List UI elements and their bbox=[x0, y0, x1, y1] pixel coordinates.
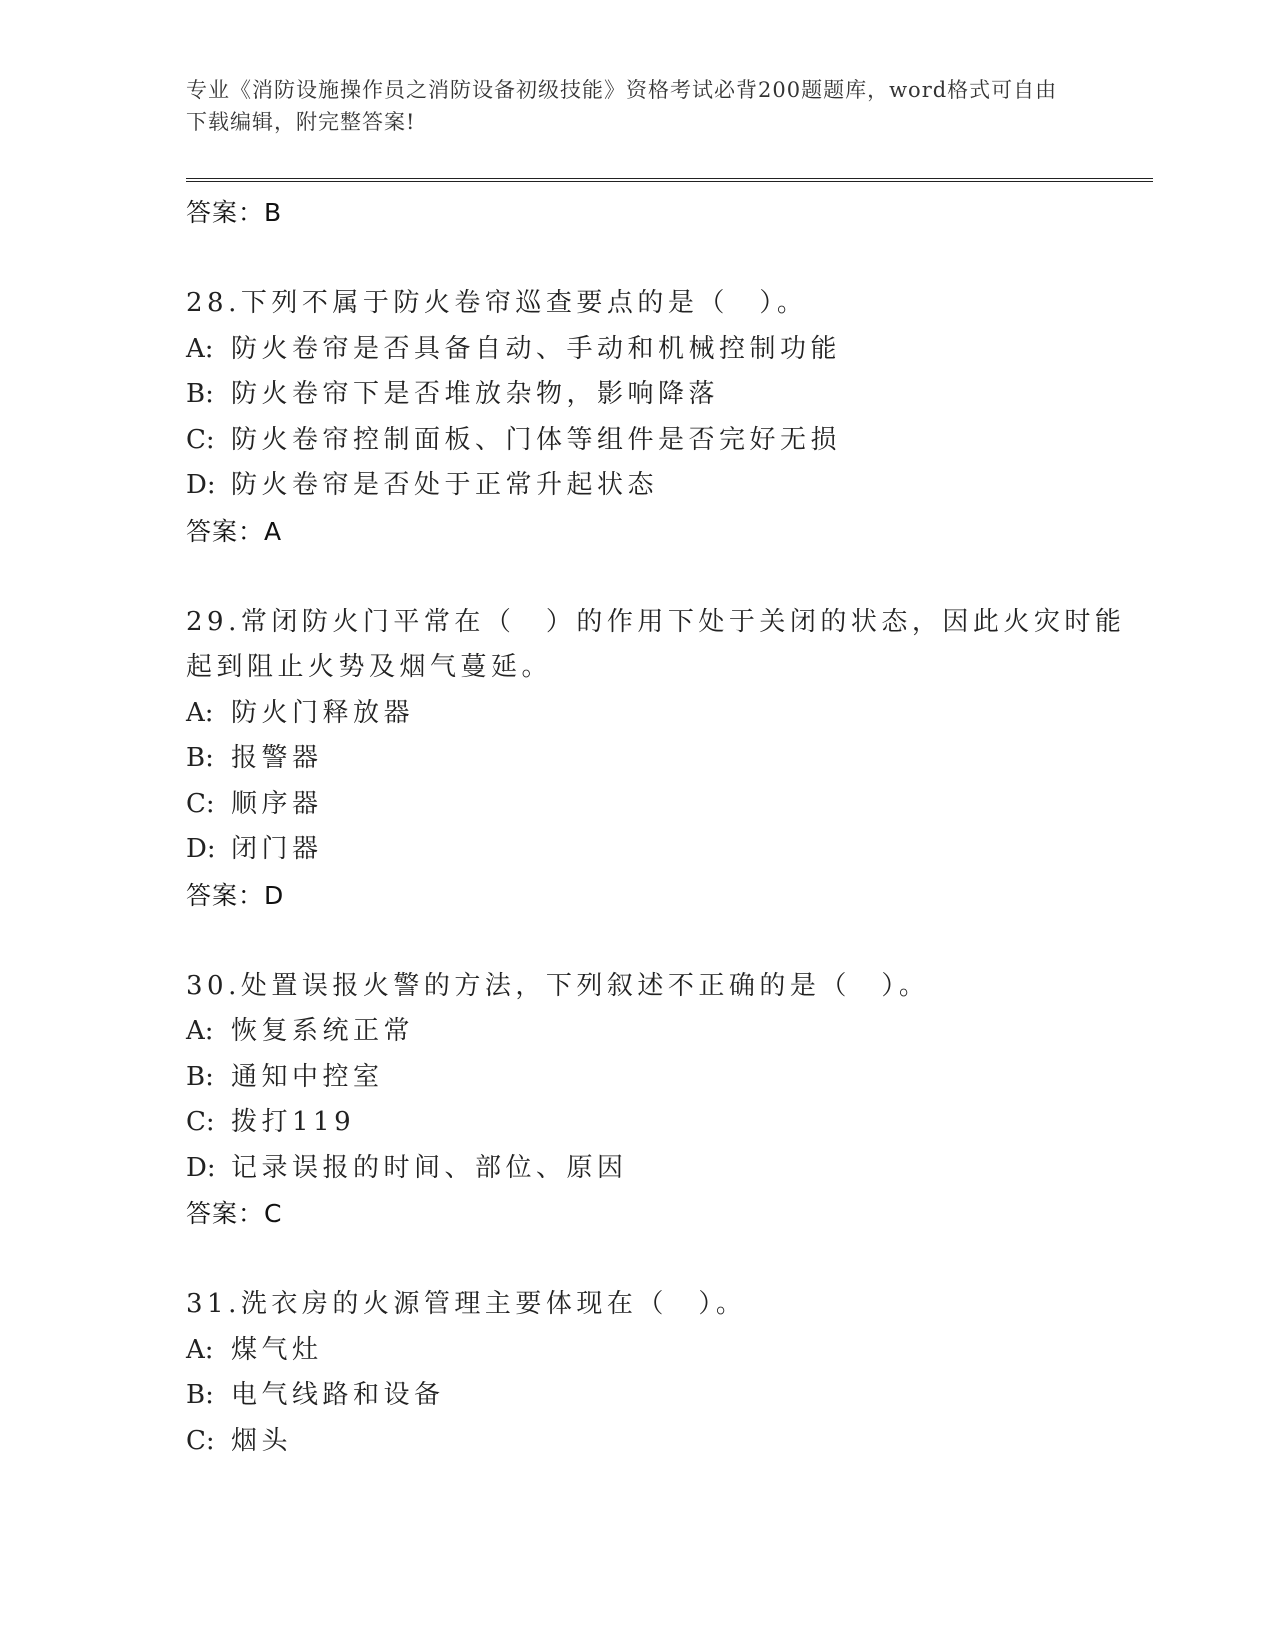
option-text: 烟头 bbox=[231, 1425, 293, 1456]
option-text: 通知中控室 bbox=[231, 1061, 384, 1092]
option-b bbox=[186, 1373, 1153, 1419]
option-letter: C: bbox=[186, 788, 215, 819]
option-text: 防火卷帘是否处于正常升起状态 bbox=[231, 470, 659, 500]
option-letter: C: bbox=[186, 1107, 215, 1137]
option-letter: A: bbox=[186, 333, 214, 364]
option-c bbox=[186, 1419, 1153, 1465]
option-letter: A: bbox=[186, 1016, 214, 1046]
option-text: 恢复系统正常 bbox=[231, 1016, 415, 1046]
option-text: 报警器 bbox=[231, 743, 323, 773]
option-a bbox=[186, 1009, 1153, 1055]
option-letter: B: bbox=[186, 379, 214, 409]
answer-line: 答案：B bbox=[186, 198, 283, 227]
option-d bbox=[186, 463, 1153, 509]
option-b bbox=[186, 736, 1153, 782]
option-letter: C: bbox=[186, 1425, 215, 1456]
option-text: 防火卷帘下是否堆放杂物，影响降落 bbox=[231, 379, 720, 409]
option-text: 电气线路和设备 bbox=[231, 1380, 445, 1410]
option-text: 煤气灶 bbox=[231, 1334, 323, 1365]
option-text: 顺序器 bbox=[231, 788, 323, 819]
question-stem: 30.处置误报火警的方法，下列叙述不正确的是（ ）。 bbox=[186, 970, 930, 1001]
question-block bbox=[186, 600, 1153, 964]
option-text: 闭门器 bbox=[231, 834, 323, 864]
question-block bbox=[186, 1282, 1153, 1464]
document-header: 专业《消防设施操作员之消防设备初级技能》资格考试必背200题题库，word格式可自由下载编辑，附完整答案! bbox=[186, 78, 1058, 134]
option-letter: B: bbox=[186, 1380, 214, 1410]
option-letter: D: bbox=[186, 1152, 216, 1183]
answer-line: 答案：A bbox=[186, 516, 283, 546]
option-b bbox=[186, 1055, 1153, 1101]
option-letter: B: bbox=[186, 743, 214, 773]
option-text: 防火卷帘控制面板、门体等组件是否完好无损 bbox=[231, 424, 842, 455]
option-letter: C: bbox=[186, 424, 215, 455]
option-letter: A: bbox=[186, 1334, 214, 1365]
option-a bbox=[186, 1328, 1153, 1374]
option-letter: B: bbox=[186, 1061, 214, 1092]
option-b bbox=[186, 372, 1153, 418]
option-c bbox=[186, 782, 1153, 828]
header-divider bbox=[186, 178, 1153, 182]
option-d bbox=[186, 1146, 1153, 1192]
answer-line: 答案：D bbox=[186, 880, 285, 910]
question-stem: 29.常闭防火门平常在（ ）的作用下处于关闭的状态，因此火灾时能起到阻止火势及烟气蔓延。 bbox=[186, 606, 1126, 682]
option-letter: A: bbox=[186, 697, 214, 728]
option-text: 拨打119 bbox=[231, 1107, 356, 1137]
option-a bbox=[186, 327, 1153, 373]
option-d bbox=[186, 827, 1153, 873]
option-c bbox=[186, 418, 1153, 464]
option-a bbox=[186, 691, 1153, 737]
option-text: 记录误报的时间、部位、原因 bbox=[231, 1152, 628, 1183]
question-block bbox=[186, 281, 1153, 600]
option-letter: D: bbox=[186, 834, 216, 864]
option-text: 防火门释放器 bbox=[231, 697, 415, 728]
question-stem: 28.下列不属于防火卷帘巡查要点的是（ ）。 bbox=[186, 288, 808, 318]
option-text: 防火卷帘是否具备自动、手动和机械控制功能 bbox=[231, 333, 842, 364]
option-c bbox=[186, 1100, 1153, 1146]
answer-line: 答案：C bbox=[186, 1199, 283, 1228]
question-list bbox=[186, 190, 1153, 1464]
question-stem: 31.洗衣房的火源管理主要体现在（ ）。 bbox=[186, 1289, 747, 1319]
question-block bbox=[186, 964, 1153, 1283]
option-letter: D: bbox=[186, 470, 216, 500]
